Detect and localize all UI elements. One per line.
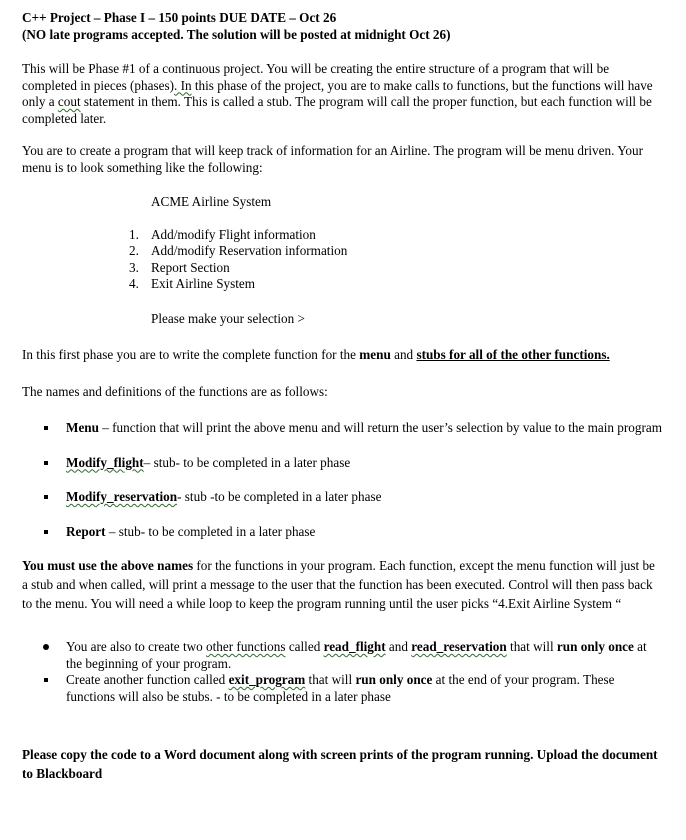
extra-text: that will [305, 672, 356, 687]
function-item [22, 524, 664, 541]
menu-item-number: 2. [129, 243, 139, 258]
square-bullet-icon [44, 461, 48, 465]
menu-item [129, 226, 664, 244]
extra-item [22, 672, 664, 705]
run-only-once-bold: run only once [355, 672, 433, 687]
must-bold: You must use the above names [22, 558, 194, 573]
phase-text-b: and [390, 347, 417, 362]
menu-item [129, 243, 664, 260]
extra-text: and [385, 639, 412, 654]
assignment-document [22, 10, 664, 783]
square-bullet-icon [44, 495, 48, 499]
menu-item-number: 3. [129, 259, 139, 275]
submission-instructions: Please copy the code to a Word document along with screen prints of the program running. Upload the document to Blackboard [22, 747, 658, 781]
extra-text: You are also to create two [66, 639, 207, 654]
header-title: C++ Project – Phase I – 150 points DUE DATE – Oct 26 [22, 10, 337, 25]
read-flight-name: read_flight [323, 639, 386, 654]
airline-paragraph: You are to create a program that will keep track of information for an Airline. The program will be menu driven. Your menu is to look something like the following: [22, 143, 643, 175]
must-paragraph [22, 556, 664, 613]
round-bullet-icon [43, 644, 49, 650]
intro-text-b: . In [173, 77, 192, 93]
extra-other: other functions [206, 639, 286, 654]
function-desc: – function that will print the above menu and will return the user’s selection by value to the main program [98, 420, 662, 435]
exit-program-name: exit_program [228, 672, 306, 687]
extra-text: Create another function called [66, 672, 229, 687]
function-name: Modify_flight [66, 454, 144, 470]
extra-function-list [22, 639, 664, 705]
extra-item [22, 639, 664, 672]
intro-text-d: statement in them. This is called a stub. The program will call the proper function, but each function will be completed later. [22, 94, 652, 126]
names-intro: The names and definitions of the functions are as follows: [22, 383, 328, 399]
menu-item-number: 1. [129, 226, 139, 242]
menu-list [22, 227, 664, 293]
phase-stubs-bold: stubs for all of the other functions. [416, 347, 610, 362]
phase-menu-bold: menu [359, 347, 391, 362]
intro-text-a: This will be Phase #1 of a continuous project. You will be creating the entire structure of a program that will be completed in pieces (phases) [22, 61, 610, 93]
function-desc: – stub- to be completed in a later phase [143, 454, 351, 470]
menu-item-label: Report Section [151, 259, 230, 275]
function-item [22, 489, 664, 506]
function-desc: - stub -to be completed in a later phase [177, 489, 382, 504]
menu-item-label: Add/modify Flight information [151, 226, 316, 242]
phase-text-a: In this first phase you are to write the complete function for the [22, 347, 360, 362]
square-bullet-icon [44, 426, 48, 430]
square-bullet-icon [44, 530, 48, 534]
menu-item [129, 276, 664, 293]
menu-item-label: Exit Airline System [151, 276, 256, 291]
header-notice: (NO late programs accepted. The solution will be posted at midnight Oct 26) [22, 26, 451, 42]
function-name: Modify_reservation [66, 489, 178, 504]
function-item [22, 455, 664, 472]
intro-cout: cout [57, 94, 81, 109]
function-item [22, 420, 664, 437]
intro-paragraph [22, 61, 664, 127]
square-bullet-icon [44, 678, 48, 682]
run-only-once-bold: run only once [556, 639, 634, 654]
function-name: Menu [66, 420, 99, 435]
extra-text: at the end of your program. These functions will also be stubs. - to be completed in a later phase [66, 672, 615, 704]
function-list [22, 420, 664, 540]
menu-item-label: Add/modify Reservation information [151, 243, 348, 258]
extra-text: that will [506, 639, 557, 654]
read-reservation-name: read_reservation [411, 639, 507, 654]
menu-item-number: 4. [129, 276, 139, 291]
extra-text: called [285, 639, 324, 654]
menu-title: ACME Airline System [151, 194, 272, 209]
function-name: Report [66, 523, 106, 539]
phase-paragraph [22, 347, 664, 364]
extra-text: at the beginning of your program. [66, 639, 647, 671]
menu-prompt: Please make your selection > [151, 310, 305, 326]
function-desc: – stub- to be completed in a later phase [105, 523, 316, 539]
menu-item [129, 259, 664, 277]
intro-text-c: this phase of the project, you are to make calls to functions, but the functions will have only a [22, 77, 653, 109]
must-text: for the functions in your program. Each function, except the menu function will just be a stub and when called, will print a message to the user that the function has been executed. Control will then pass back to the menu. You will need a while loop to keep the program running until the user picks “4.Exit Airline System “ [22, 558, 655, 611]
